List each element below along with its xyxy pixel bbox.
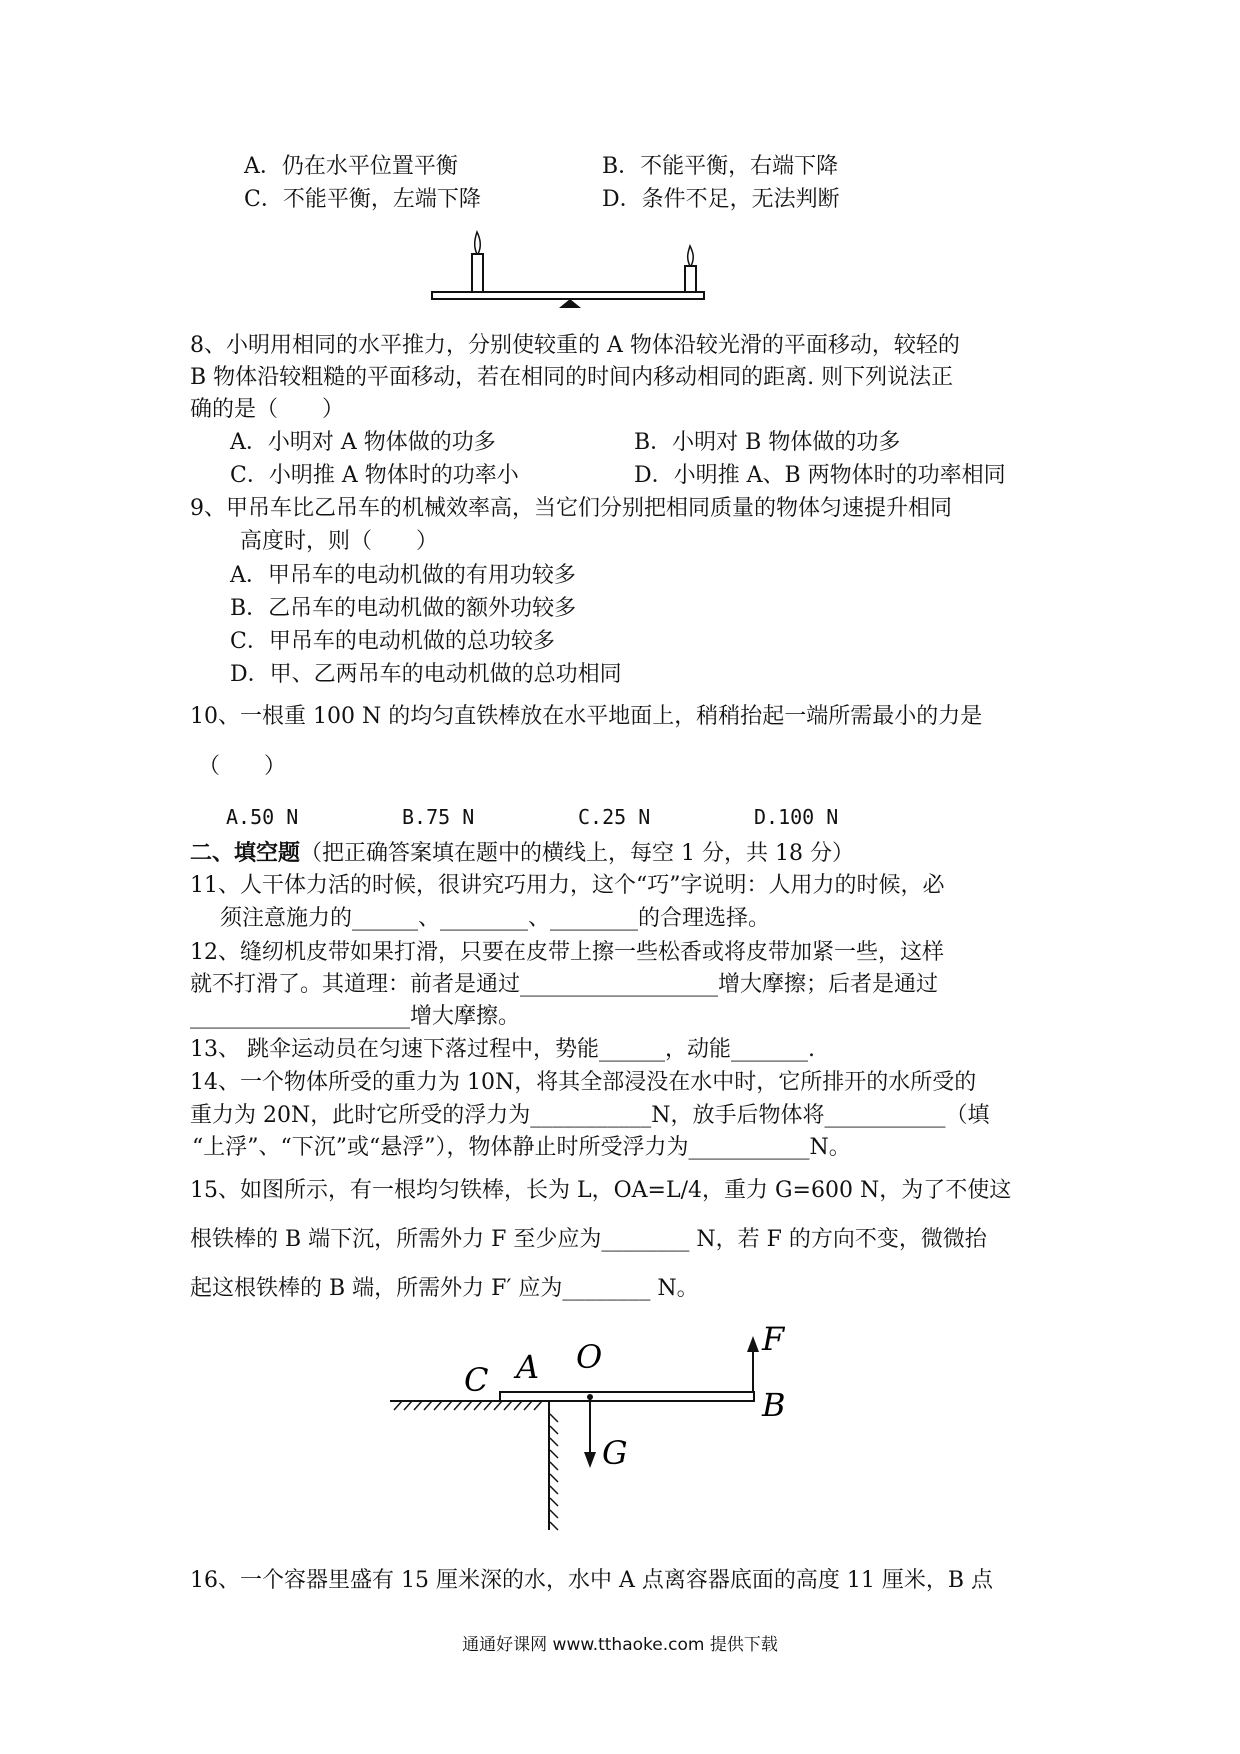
label-c: C	[464, 1361, 489, 1399]
q9-option-b: B．乙吊车的电动机做的额外功较多	[230, 596, 577, 621]
q8-option-a: A．小明对 A 物体做的功多	[230, 430, 496, 455]
label-g: G	[602, 1434, 628, 1472]
label-o: O	[576, 1338, 603, 1376]
q8-line-2: B 物体沿较粗糙的平面移动，若在相同的时间内移动相同的距离. 则下列说法正	[190, 365, 954, 390]
iron-bar-figure	[384, 1318, 874, 1540]
q10-option-d: D.100 N	[754, 805, 839, 829]
section-2-note: （把正确答案填在题中的横线上，每空 1 分，共 18 分）	[300, 841, 854, 866]
q14-line-2: 重力为 20N，此时它所受的浮力为___________N，放手后物体将___________（填	[190, 1103, 990, 1128]
wall-hatching	[550, 1414, 558, 1530]
q8-line-1: 8、小明用相同的水平推力，分别使较重的 A 物体沿较光滑的平面移动，较轻的	[190, 333, 960, 358]
right-candle	[685, 266, 696, 292]
q15-line-2: 根铁棒的 B 端下沉，所需外力 F 至少应为________ N，若 F 的方向不变，微微抬	[190, 1227, 987, 1252]
q12-line-2: 就不打滑了。其道理：前者是通过__________________增大摩擦；后者是通过	[190, 972, 939, 997]
page-footer: 通通好课网 www.tthaoke.com 提供下载	[462, 1635, 778, 1655]
q7-option-c: C．不能平衡，左端下降	[244, 187, 481, 212]
q13-line-1: 13、 跳伞运动员在匀速下落过程中，势能______，动能_______.	[190, 1037, 815, 1062]
q7-option-d: D．条件不足，无法判断	[602, 187, 840, 212]
q14-line-1: 14、一个物体所受的重力为 10N，将其全部浸没在水中时，它所排开的水所受的	[190, 1070, 977, 1095]
q9-option-c: C．甲吊车的电动机做的总功较多	[230, 629, 555, 654]
right-flame	[688, 246, 694, 266]
q14-line-3: “上浮”、“下沉”或“悬浮”），物体静止时所受浮力为___________N。	[192, 1135, 851, 1160]
ground-hatching	[394, 1401, 542, 1410]
q7-option-a: A．仍在水平位置平衡	[244, 154, 458, 179]
label-f: F	[762, 1320, 785, 1358]
q10-option-a: A.50 N	[226, 805, 299, 829]
lever-candles-figure	[430, 228, 710, 310]
q9-option-a: A．甲吊车的电动机做的有用功较多	[230, 563, 576, 588]
section-2-heading	[190, 838, 854, 869]
gravity-arrowhead	[584, 1452, 596, 1468]
q8-option-b: B．小明对 B 物体做的功多	[634, 430, 901, 455]
iron-bar	[500, 1392, 754, 1401]
q12-line-1: 12、缝纫机皮带如果打滑，只要在皮带上擦一些松香或将皮带加紧一些，这样	[190, 940, 944, 965]
q8-line-3: 确的是（ ）	[190, 397, 345, 422]
section-2-title: 二、填空题	[190, 840, 301, 866]
q15-line-3: 起这根铁棒的 B 端，所需外力 F′ 应为________ N。	[190, 1276, 699, 1301]
left-candle	[472, 254, 483, 292]
q8-option-c: C．小明推 A 物体时的功率小	[230, 463, 519, 488]
label-a: A	[516, 1348, 540, 1386]
q11-line-1: 11、人干体力活的时候，很讲究巧用力，这个“巧”字说明：人用力的时候，必	[190, 873, 945, 898]
q8-option-d: D．小明推 A、B 两物体时的功率相同	[634, 463, 1006, 488]
label-b: B	[762, 1386, 786, 1424]
force-arrowhead	[747, 1336, 759, 1352]
q9-option-d: D．甲、乙两吊车的电动机做的总功相同	[230, 662, 622, 687]
lever-bar	[432, 292, 704, 299]
left-flame	[475, 232, 481, 254]
q10-line-1: 10、一根重 100 N 的均匀直铁棒放在水平地面上，稍稍抬起一端所需最小的力是	[190, 704, 983, 729]
fulcrum	[559, 299, 581, 308]
q7-option-b: B．不能平衡，右端下降	[602, 154, 839, 179]
q9-line-2: 高度时，则（ ）	[240, 529, 439, 554]
q10-line-2: （ ）	[198, 754, 287, 779]
q15-line-1: 15、如图所示，有一根均匀铁棒，长为 L，OA=L/4，重力 G=600 N，为了不使这	[190, 1178, 1012, 1203]
q16-line-1: 16、一个容器里盛有 15 厘米深的水，水中 A 点离容器底面的高度 11 厘米，B 点	[190, 1568, 993, 1593]
q10-option-b: B.75 N	[402, 805, 475, 829]
q9-line-1: 9、甲吊车比乙吊车的机械效率高，当它们分别把相同质量的物体匀速提升相同	[190, 496, 952, 521]
q10-option-c: C.25 N	[578, 805, 651, 829]
q12-line-3: ____________________增大摩擦。	[190, 1004, 521, 1029]
q11-line-2: 须注意施力的______、________、________的合理选择。	[220, 906, 771, 931]
